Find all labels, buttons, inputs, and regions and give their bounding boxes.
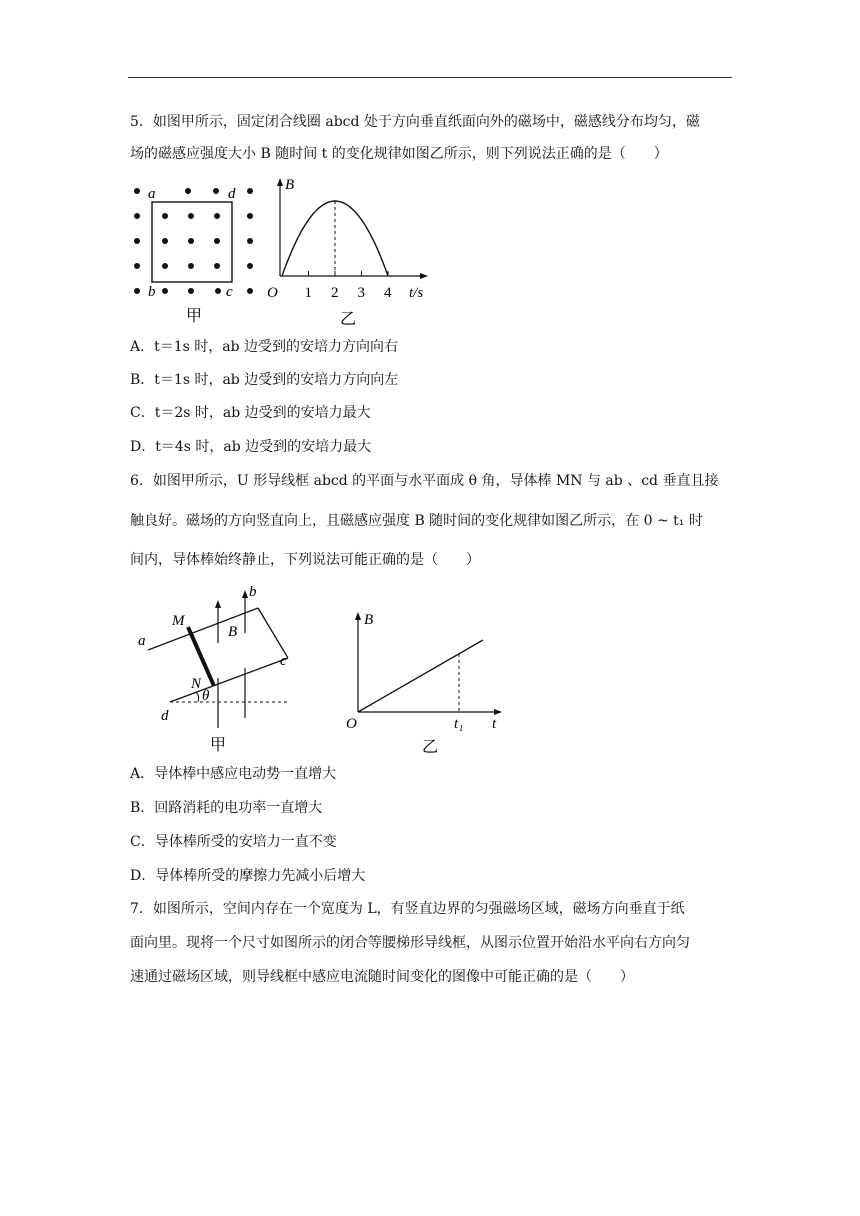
field-dot [185, 188, 191, 194]
q6-stem-line1: 6．如图甲所示，U 形导线框 abcd 的平面与水平面成 θ 角，导体棒 MN 与 ab 、cd 垂直且接 [130, 473, 719, 489]
rail-ab [148, 608, 258, 650]
q5-stem-line1: 5．如图甲所示，固定闭合线圈 abcd 处于方向垂直纸面向外的磁场中，磁感线分布均匀，磁 [130, 114, 700, 130]
field-dot [214, 238, 220, 244]
q5-option-a: A．t＝1s 时，ab 边受到的安培力方向向右 [130, 339, 399, 355]
field-dot [213, 188, 219, 194]
field-dot [134, 238, 140, 244]
q5-option-d: D．t＝4s 时，ab 边受到的安培力最大 [130, 439, 372, 455]
rail-cd [170, 658, 288, 702]
field-dot [214, 213, 220, 219]
y-axis-label: B [285, 177, 295, 193]
q7-stem-line1: 7．如图所示，空间内存在一个宽度为 L，有竖直边界的匀强磁场区域，磁场方向垂直于纸 [130, 901, 685, 917]
field-dot [162, 213, 168, 219]
label-n: N [191, 676, 202, 692]
q6-option-b: B．回路消耗的电功率一直增大 [130, 800, 323, 816]
label-b: b [249, 584, 257, 600]
x-tick-label: 4 [384, 285, 392, 301]
field-arrow-head [242, 590, 248, 598]
x-axis-arrow [420, 273, 428, 279]
x-axis-arrow [494, 709, 502, 715]
y-axis-label: B [364, 612, 374, 628]
field-dot [214, 263, 220, 269]
origin-label: O [346, 716, 357, 732]
q5-option-b: B．t＝1s 时，ab 边受到的安培力方向向左 [130, 372, 399, 388]
field-dot [247, 213, 253, 219]
theta-arc [196, 692, 199, 702]
field-dot [215, 288, 221, 294]
q6-option-a: A．导体棒中感应电动势一直增大 [130, 766, 337, 782]
field-dot [162, 238, 168, 244]
q5-figure-jia [128, 178, 258, 328]
b-line [358, 640, 483, 712]
label-theta: θ [202, 688, 210, 704]
field-dot [247, 238, 253, 244]
label-c: c [280, 653, 287, 669]
coil-label-c: c [226, 284, 233, 300]
field-dot [134, 263, 140, 269]
rail-bc [258, 608, 288, 658]
field-dot [188, 238, 194, 244]
field-dot [134, 213, 140, 219]
figure-caption-jia: 甲 [210, 737, 227, 754]
q7-stem-line2: 面向里。现将一个尺寸如图所示的闭合等腰梯形导线框，从图示位置开始沿水平向右方向匀 [130, 935, 690, 951]
x-tick-label: 3 [357, 285, 365, 301]
q7-stem-line3: 速通过磁场区域，则导线框中感应电流随时间变化的图像中可能正确的是（ ） [130, 969, 634, 985]
y-axis-arrow [355, 612, 361, 620]
label-field-b: B [228, 624, 238, 640]
x-axis-label: t/s [409, 285, 424, 301]
field-dot [162, 263, 168, 269]
field-dot [134, 188, 140, 194]
figure-caption-yi: 乙 [422, 739, 439, 756]
field-dot [188, 213, 194, 219]
field-dot [247, 188, 253, 194]
coil-label-b: b [148, 284, 156, 300]
q6-figure-yi [338, 604, 513, 756]
x-tick-label: 2 [331, 285, 339, 301]
y-axis-arrow [277, 178, 283, 186]
field-dot [134, 288, 140, 294]
q6-option-c: C．导体棒所受的安培力一直不变 [130, 834, 337, 850]
coil-label-d: d [228, 186, 236, 202]
field-arrow-head [215, 600, 221, 608]
x-tick-label: 1 [304, 285, 312, 301]
figure-caption-yi: 乙 [340, 311, 357, 328]
q5-option-c: C．t＝2s 时，ab 边受到的安培力最大 [130, 405, 371, 421]
q6-stem-line2: 触良好。磁场的方向竖直向上，且磁感应强度 B 随时间的变化规律如图乙所示，在 0 ~ t₁ 时 [130, 513, 703, 529]
q6-option-d: D．导体棒所受的摩擦力先减小后增大 [130, 868, 366, 884]
field-dot [188, 263, 194, 269]
q5-figure-yi [262, 172, 437, 330]
q5-stem-line2: 场的磁感应强度大小 B 随时间 t 的变化规律如图乙所示，则下列说法正确的是（ ） [130, 146, 668, 162]
figure-caption-jia: 甲 [186, 308, 203, 325]
field-dot [188, 288, 194, 294]
field-dot [247, 288, 253, 294]
label-a: a [138, 633, 146, 649]
header-rule [128, 77, 732, 78]
origin-label: O [267, 285, 278, 301]
field-dot [162, 288, 168, 294]
label-m: M [172, 613, 185, 629]
label-d: d [161, 708, 169, 724]
q6-figure-jia [128, 578, 303, 758]
x-axis-label: t [492, 716, 497, 732]
coil-label-a: a [148, 186, 156, 202]
q6-stem-line3: 间内，导体棒始终静止，下列说法可能正确的是（ ） [130, 552, 480, 568]
x-tick-t1: t₁ [454, 716, 464, 732]
field-dot [247, 263, 253, 269]
